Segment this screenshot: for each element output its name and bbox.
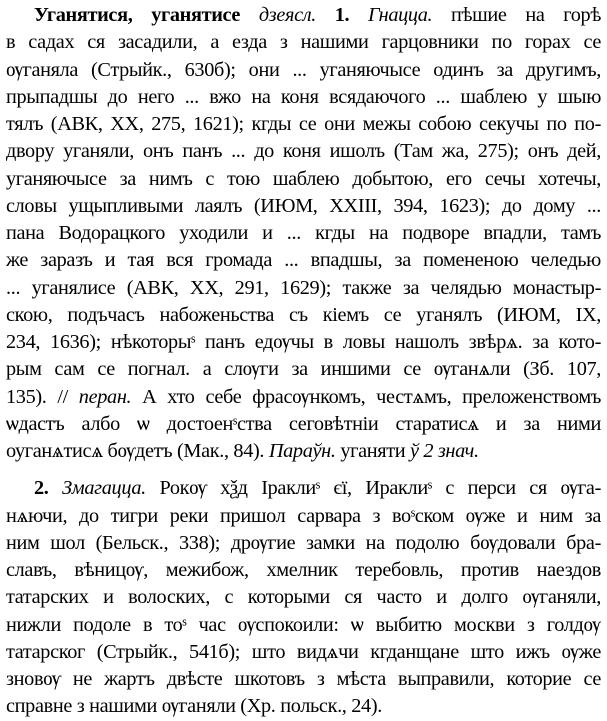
sense-2-line: 2. Змагацца. Рокѹ хѯд Іраклиˢ єї, Ираклиˢ с перси ся ѹга- (34, 477, 601, 500)
sense-1-line: же заразъ и тая вся громада ... впадшы, за помененою челедью (6, 249, 601, 272)
bold-text: 2. (34, 477, 49, 500)
sense-1-line: уганяючысе за нимъ с тою шаблею добытою, его сечы хотечы, (6, 167, 601, 190)
sense-1-line: оуганѧтисѧ бѹдетъ (Мак., 84). Параўн. уганяти ў 2 знач. (6, 440, 479, 462)
sense-separator (6, 465, 601, 475)
sense-1-line: ѡдастъ албо ѡ достоенˢства сеговѣтніи старатисѧ и за ними (6, 412, 601, 435)
italic-text: дзеясл. (258, 4, 316, 26)
sense-2-line: зновѹ не жартъ двѣсте шкотовъ з мѣста выправили, которие се (6, 668, 601, 690)
sense-2-line: нѧючи, до тигри реки пришол сарвара з воˢском ѹже и ним за (6, 504, 601, 527)
sense-1-line: тялъ (АВК, XX, 275, 1621); кгды се они межы собою секучы по по- (6, 113, 601, 135)
italic-text: Змагацца. (62, 477, 146, 500)
sense-2-line: ним шол (Бельск., 338); дрѹгие замки на подолю бѹдовали бра- (6, 531, 601, 554)
sense-1-line: двору уганяли, онъ панъ ... до коня ишолъ (Там жа, 275); онъ дей, (6, 140, 601, 163)
bold-text: 1. (334, 4, 350, 26)
sense-1-line: в садах ся засадили, а езда з нашими гарцовники по горах се (6, 31, 601, 54)
sense-1-line: пана Водорацкого уходили и ... кгды на подворе впадли, тамъ (6, 222, 601, 244)
sense-2-line: славъ, вѣницѹ, межибож, хмелник теребовль, против наездов (6, 559, 601, 581)
sense-2-line: татарског (Стрыйк., 541б); што видѧчи кгданщане што ижъ ѹже (6, 640, 601, 663)
sense-1-line: ѹганяла (Стрыйк., 630б); они ... уганяючысе одинъ за другимъ, (6, 58, 601, 81)
sense-1-line: ... уганялисе (АВК, XX, 291, 1629); также за челядью монастыр- (6, 276, 601, 299)
sense-2-line: справне з нашими ѹганяли (Хр. польск., 24). (6, 695, 382, 718)
sense-2-line: татарских и волоских, с которыми ся часто и долго ѹганяли, (6, 586, 601, 609)
sense-1-line: прыпадшы до него ... вжо на коня всядаючого ... шаблею у шыю (6, 85, 601, 108)
sense-1-line: 135). // перан. А хто себе фрасѹнкомъ, честѧмъ, преложенствомъ (6, 385, 601, 408)
sense-2-line: нижли подоле в тоˢ час ѹспокоили: ѡ выбитю москви з голдѹ (6, 613, 601, 636)
sense-1-line: словы ущыпливыми лаялъ (ИЮМ, XXIII, 394, 1623); до дому ... (6, 194, 601, 217)
entry-sense-2 (6, 475, 601, 720)
italic-text: Параўн. (268, 440, 336, 462)
italic-text: перан. (78, 385, 132, 408)
bold-text: Уганятися, уганятисе (34, 4, 241, 26)
entry-sense-1 (6, 2, 601, 465)
sense-1-line: рым сам се погнал. а слѹги за иншими се ѹганѧли (Зб. 107, (6, 358, 601, 381)
italic-text: ў 2 знач. (409, 440, 479, 462)
italic-text: Гнаццa. (368, 4, 433, 26)
sense-1-line: скою, подъчасъ набоженьства съ кіемъ се уганялъ (ИЮМ, IX, (6, 303, 601, 326)
sense-1-line: 234, 1636); нѣкоторыˢ панъ едѹчы в ловы нашолъ звѣрѧ. за кото- (6, 331, 601, 353)
sense-1-line: Уганятися, уганятисе дзеясл. 1. Гнаццa. пѣшие на горѣ (34, 4, 601, 26)
